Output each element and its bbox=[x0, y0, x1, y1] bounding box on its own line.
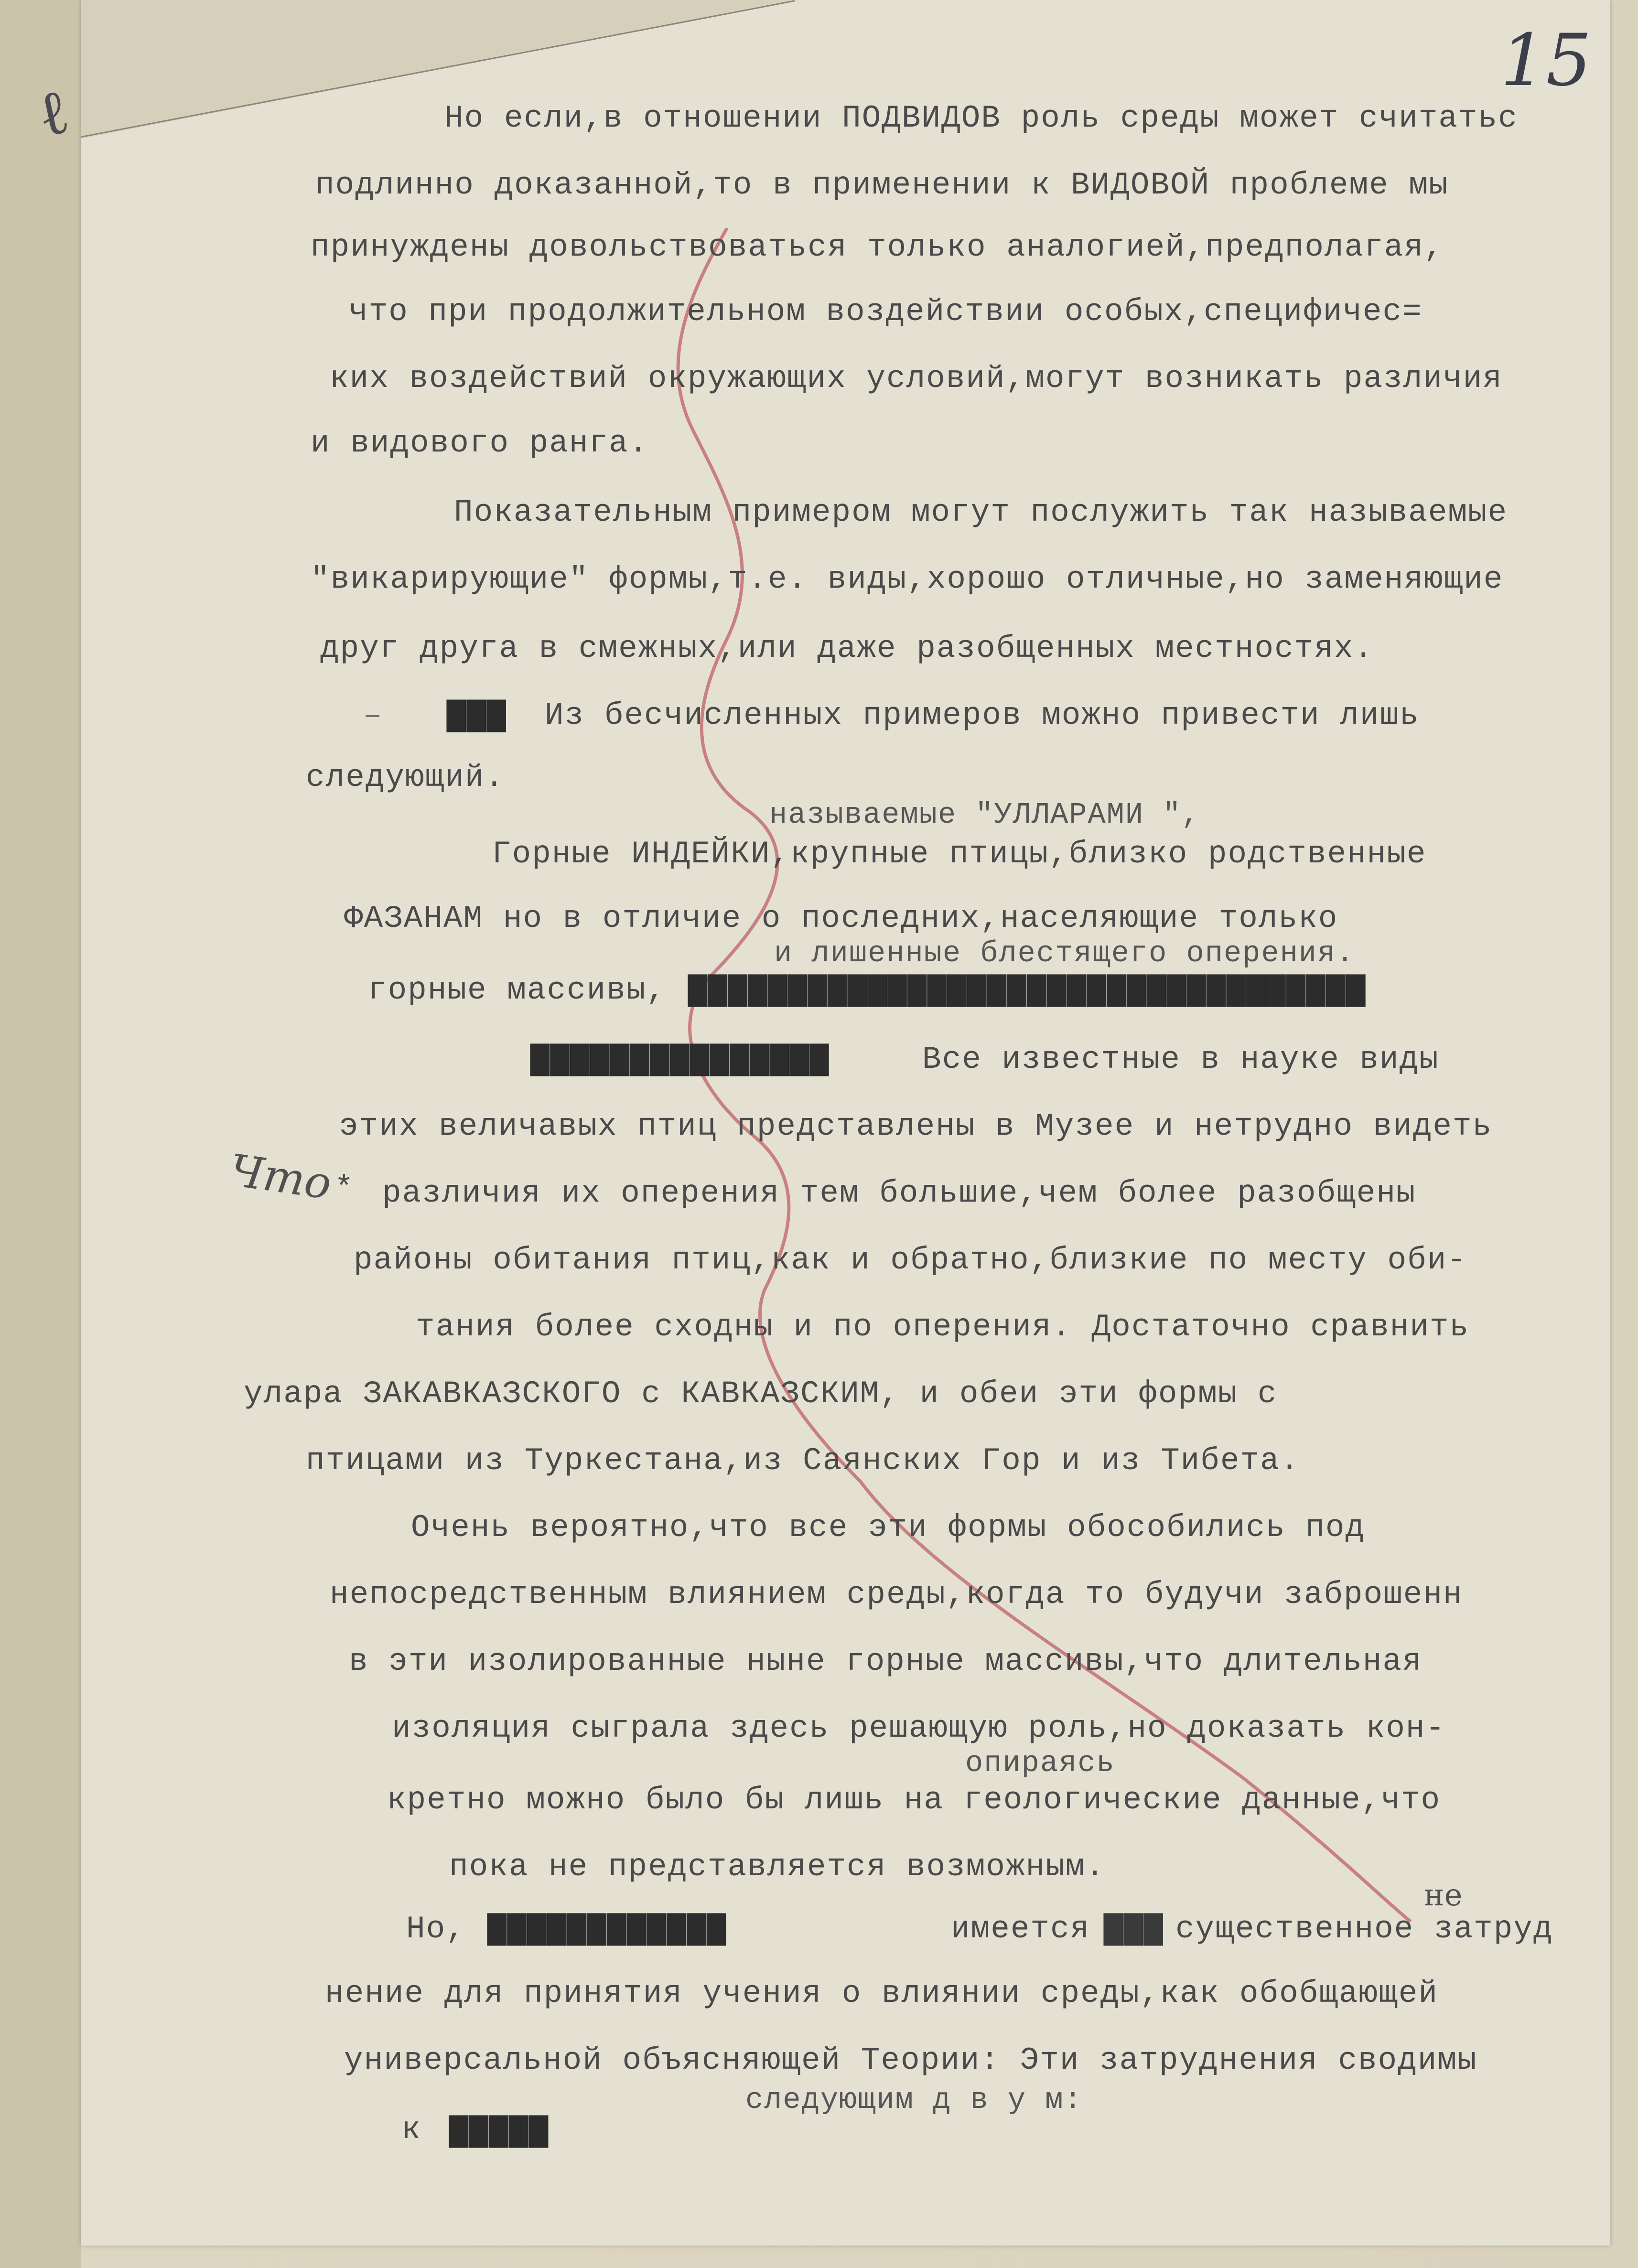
text-line-32: универсальной объясняющей Теории: Эти затруднения сводимы bbox=[344, 2042, 1477, 2078]
text-line-16: этих величавых птиц представлены в Музее и нетрудно видеть bbox=[339, 1108, 1493, 1144]
text-line-19: тания более сходны и по оперения. Достаточно сравнить bbox=[416, 1309, 1470, 1345]
margin-note: Что bbox=[226, 1144, 335, 1210]
dash-mark: – bbox=[363, 698, 383, 733]
struck-text-1: ▇▇▇▇▇▇▇▇▇▇▇▇▇▇▇▇▇▇▇▇▇▇▇▇▇▇▇▇▇▇▇▇▇▇ bbox=[688, 973, 1367, 1009]
text-line-25: изоляция сыграла здесь решающую роль,но доказать кон- bbox=[392, 1710, 1446, 1746]
text-line-6: и видового ранга. bbox=[311, 425, 649, 461]
text-line-23: непосредственным влиянием среды,когда то будучи заброшенн bbox=[330, 1577, 1463, 1612]
text-line-28: Но, bbox=[406, 1911, 466, 1947]
struck-word-2: ▇▇▇ bbox=[1104, 1912, 1164, 1947]
text-line-20: улара ЗАКАВКАЗСКОГО с КАВКАЗСКИМ, и обеи эти формы с bbox=[244, 1376, 1278, 1412]
text-line-30: существенное затруд bbox=[1175, 1911, 1553, 1947]
text-line-7: Показательным примером могут послужить так называемые bbox=[454, 494, 1508, 530]
inserted-text-3: опираясь bbox=[965, 1746, 1115, 1780]
text-line-24: в эти изолированные ныне горные массивы,что длительная bbox=[349, 1644, 1422, 1679]
text-line-15: Все известные в науке виды bbox=[922, 1042, 1439, 1077]
text-line-26: кретно можно было бы лишь на геологические данные,что bbox=[387, 1782, 1441, 1818]
text-line-27: пока не представляется возможным. bbox=[449, 1849, 1106, 1885]
struck-text-2: ▇▇▇▇▇▇▇▇▇▇▇▇▇▇▇ bbox=[530, 1042, 830, 1078]
folder-edge bbox=[0, 0, 81, 2268]
text-line-29: имеется bbox=[951, 1911, 1090, 1947]
struck-text-3: ▇▇▇▇▇▇▇▇▇▇▇▇ bbox=[487, 1912, 727, 1947]
text-line-33: к bbox=[401, 2112, 421, 2148]
inserted-text-2: и лишенные блестящего оперения. bbox=[774, 936, 1355, 970]
inserted-text-1: называемые "УЛЛАРАМИ ", bbox=[769, 798, 1200, 832]
text-line-11: следующий. bbox=[306, 760, 505, 795]
text-line-1: Но если,в отношении ПОДВИДОВ роль среды может считатьс bbox=[444, 100, 1518, 136]
text-line-2: подлинно доказанной,то в применении к ВИДОВОЙ проблеме мы bbox=[315, 167, 1449, 203]
text-line-31: нение для принятия учения о влиянии среды,как обобщающей bbox=[325, 1976, 1438, 2011]
page-number: 15 bbox=[1500, 19, 1592, 102]
struck-word-1: ▇▇▇ bbox=[447, 698, 507, 734]
text-line-14: горные массивы, bbox=[368, 972, 667, 1008]
text-line-9: друг друга в смежных,или даже разобщенных местностях. bbox=[320, 631, 1374, 666]
inserted-text-4: следующим д в у м: bbox=[745, 2083, 1083, 2117]
text-line-4: что при продолжительном воздействии особых,специфичес= bbox=[349, 294, 1422, 330]
text-line-8: "викарирующие" формы,т.е. виды,хорошо отличные,но заменяющие bbox=[311, 561, 1504, 597]
folder-mark: ℓ bbox=[31, 74, 75, 151]
text-line-5: ких воздействий окружающих условий,могут возникать различия bbox=[330, 361, 1503, 397]
struck-text-4: ▇▇▇▇▇ bbox=[449, 2114, 549, 2150]
text-line-21: птицами из Туркестана,из Саянских Гор и из Тибета. bbox=[306, 1443, 1300, 1479]
handwritten-insert-ne: не bbox=[1424, 1878, 1463, 1913]
text-line-10: Из бесчисленных примеров можно привести лишь bbox=[545, 698, 1420, 733]
text-line-13: ФАЗАНАМ но в отличие о последних,населяющие только bbox=[344, 901, 1338, 936]
asterisk-mark: * bbox=[334, 1171, 355, 1206]
text-line-17: различия их оперения тем большие,чем более разобщены bbox=[382, 1175, 1416, 1211]
text-line-22: Очень вероятно,что все эти формы обособились под bbox=[411, 1510, 1366, 1546]
text-line-3: принуждены довольствоваться только аналогией,предполагая, bbox=[311, 229, 1444, 265]
text-line-18: районы обитания птиц,как и обратно,близкие по месту оби- bbox=[354, 1242, 1467, 1278]
text-line-12: Горные ИНДЕЙКИ,крупные птицы,близко родственные bbox=[492, 836, 1427, 872]
